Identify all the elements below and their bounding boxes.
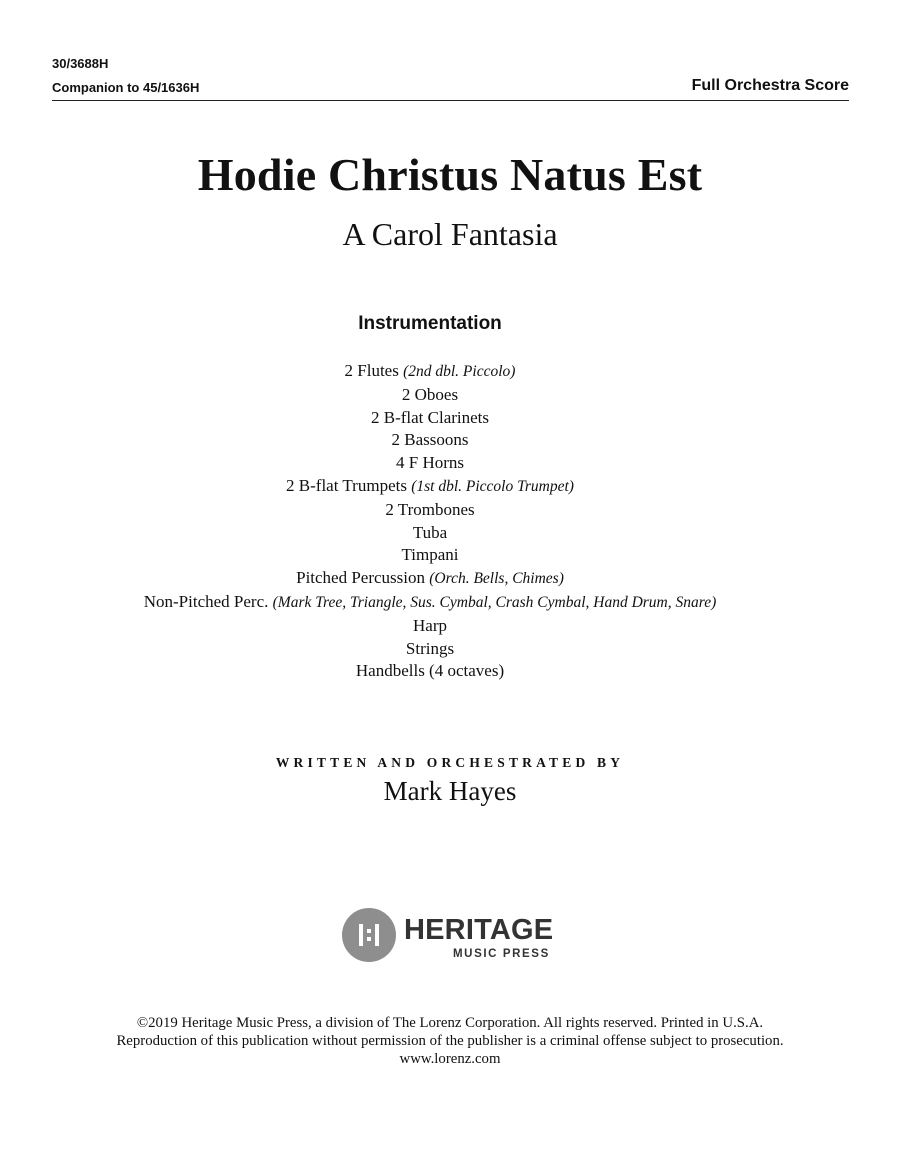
instrument-note: (2nd dbl. Piccolo): [403, 363, 516, 380]
instrumentation-heading: Instrumentation: [358, 313, 502, 334]
instrument-name: 2 B-flat Clarinets: [370, 407, 490, 427]
instrument-item: [0, 499, 860, 522]
instrument-item: [0, 638, 860, 661]
instrument-name: 2 B-flat Trumpets: [286, 475, 412, 495]
instrument-name: 2 Oboes: [401, 384, 459, 404]
publisher-subname: MUSIC PRESS: [453, 948, 550, 960]
instrument-name: 2 Flutes: [344, 361, 404, 380]
instrument-name: Pitched Percussion: [296, 568, 430, 588]
instrument-item: [0, 475, 860, 499]
instrument-name: Harp: [413, 615, 447, 635]
instrument-name: Non-Pitched Perc.: [143, 591, 273, 611]
composer-name: Mark Hayes: [383, 776, 517, 806]
catalog-code: 30/3688H: [52, 56, 109, 71]
score-type: Full Orchestra Score: [691, 77, 849, 94]
instrument-name: 4 F Horns: [395, 453, 464, 473]
instrumentation-list: [0, 360, 860, 683]
instrument-item: [0, 591, 860, 615]
copyright-line: ©2019 Heritage Music Press, a division of The Lorenz Corporation. All rights reserved. Printed in U.S.A.: [136, 1015, 764, 1031]
instrument-item: [0, 429, 860, 452]
instrument-item: [0, 615, 860, 638]
page-header: [52, 56, 849, 101]
instrument-item: [0, 567, 860, 591]
instrument-item: [0, 452, 860, 475]
heritage-logo-icon: [342, 908, 396, 962]
instrument-note: (1st dbl. Piccolo Trumpet): [411, 477, 574, 495]
page-title: Hodie Christus Natus Est: [197, 149, 703, 200]
page-subtitle: A Carol Fantasia: [342, 216, 558, 252]
instrument-name: Tuba: [412, 522, 448, 542]
instrument-item: [0, 544, 860, 567]
instrument-name: 2 Bassoons: [391, 430, 469, 450]
page-footer: [0, 1014, 900, 1068]
publisher-url[interactable]: www.lorenz.com: [399, 1051, 501, 1067]
instrument-item: [0, 660, 860, 683]
instrument-item: [0, 360, 860, 384]
instrument-name: Handbells (4 octaves): [355, 661, 505, 681]
instrument-name: Strings: [405, 638, 455, 658]
reproduction-warning: Reproduction of this publication without permission of the publisher is a criminal offense subject to prosecution.: [116, 1033, 784, 1049]
instrument-name: 2 Trombones: [385, 499, 475, 519]
credits-label: WRITTEN AND ORCHESTRATED BY: [275, 755, 625, 770]
instrument-item: [0, 407, 860, 430]
instrument-item: [0, 384, 860, 407]
instrument-name: Timpani: [401, 545, 459, 565]
instrument-item: [0, 522, 860, 545]
publisher-logo: [342, 906, 562, 966]
companion-code: Companion to 45/1636H: [52, 80, 200, 95]
publisher-name: HERITAGE: [404, 914, 554, 946]
instrument-note: (Mark Tree, Triangle, Sus. Cymbal, Crash Cymbal, Hand Drum, Snare): [272, 593, 717, 611]
instrument-note: (Orch. Bells, Chimes): [429, 570, 564, 588]
